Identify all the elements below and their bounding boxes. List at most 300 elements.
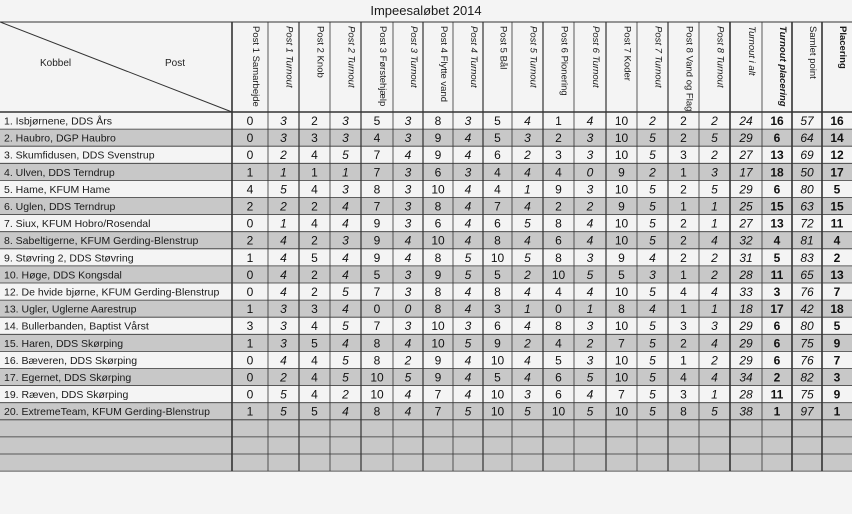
score-cell: 4 — [524, 199, 531, 214]
score-cell: 4 — [586, 387, 594, 402]
score-cell: 1 — [711, 199, 718, 214]
score-cell: 4 — [404, 336, 412, 351]
score-cell: 5 — [464, 267, 472, 282]
column-header: Post 4 Turnout — [468, 26, 479, 88]
score-cell: 2 — [311, 285, 318, 299]
score-cell: 18 — [770, 165, 784, 180]
score-cell: 0 — [246, 387, 254, 402]
score-cell: 8 — [373, 336, 381, 351]
score-cell: 9 — [494, 336, 501, 351]
score-cell: 2 — [246, 233, 254, 248]
score-cell: 4 — [524, 233, 531, 248]
score-cell: 2 — [280, 199, 287, 214]
score-cell: 4 — [280, 233, 287, 248]
score-cell: 7 — [373, 285, 381, 299]
team-name: 10. Høge, DDS Kongsdal — [4, 269, 122, 282]
score-cell: 6 — [494, 216, 501, 231]
score-cell: 4 — [711, 370, 718, 385]
score-cell: 4 — [342, 302, 349, 317]
score-cell: 14 — [830, 131, 844, 146]
score-cell: 5 — [649, 216, 656, 231]
score-cell: 1 — [680, 302, 687, 317]
score-cell: 1 — [680, 165, 687, 180]
score-cell: 7 — [618, 336, 625, 351]
score-cell: 11 — [770, 387, 784, 402]
score-cell: 0 — [246, 285, 254, 299]
score-cell: 4 — [555, 285, 562, 299]
score-cell: 10 — [431, 336, 445, 351]
score-cell: 2 — [555, 199, 562, 214]
score-cell: 10 — [614, 353, 629, 368]
score-cell: 7 — [434, 387, 442, 402]
column-header: Post 2 Turnout — [345, 26, 357, 88]
score-cell: 0 — [404, 302, 412, 317]
score-cell: 5 — [649, 319, 656, 334]
score-cell: 1 — [586, 302, 594, 317]
score-cell: 4 — [680, 285, 687, 299]
column-header: Turnout placering — [777, 26, 788, 107]
score-cell: 9 — [618, 165, 625, 180]
score-cell: 1 — [246, 250, 254, 265]
score-cell: 4 — [494, 182, 501, 197]
score-cell: 5 — [524, 216, 531, 231]
score-cell: 5 — [586, 267, 594, 282]
score-cell: 5 — [524, 250, 531, 265]
score-cell: 3 — [246, 319, 254, 334]
score-cell: 25 — [739, 199, 753, 214]
score-cell: 3 — [280, 131, 287, 146]
score-cell: 9 — [833, 336, 841, 351]
score-cell: 5 — [404, 370, 412, 385]
score-cell: 9 — [434, 148, 442, 163]
score-cell: 31 — [739, 250, 753, 265]
score-cell: 33 — [739, 285, 753, 299]
column-header: Post 5 Turnout — [527, 26, 539, 88]
team-name: 6. Uglen, DDS Terndrup — [4, 201, 116, 213]
score-cell: 10 — [490, 404, 505, 419]
score-cell: 2 — [524, 148, 531, 163]
row-shade — [0, 266, 852, 283]
score-cell: 0 — [246, 267, 254, 282]
score-cell: 4 — [311, 370, 318, 385]
column-header: Post 6 Turnout — [590, 26, 601, 88]
score-cell: 1 — [524, 182, 531, 197]
score-cell: 69 — [800, 148, 814, 163]
score-cell: 1 — [711, 302, 718, 317]
score-cell: 5 — [555, 353, 562, 368]
team-name: 20. ExtremeTeam, KFUM Gerding-Blenstrup — [4, 406, 210, 419]
score-cell: 4 — [773, 233, 781, 248]
score-cell: 3 — [680, 319, 687, 334]
team-name: 3. Skumfidusen, DDS Svenstrup — [4, 149, 155, 162]
column-header: Post 7 Koder — [621, 26, 633, 81]
score-cell: 2 — [680, 250, 687, 265]
score-cell: 4 — [649, 302, 656, 317]
score-cell: 1 — [280, 165, 287, 180]
score-cell: 5 — [280, 182, 287, 197]
score-cell: 18 — [830, 302, 844, 317]
score-cell: 2 — [711, 114, 718, 128]
score-cell: 10 — [431, 182, 445, 197]
team-name: 14. Bullerbanden, Baptist Vårst — [4, 320, 149, 333]
score-cell: 4 — [586, 285, 594, 299]
score-cell: 64 — [800, 131, 814, 146]
score-cell: 2 — [280, 148, 287, 163]
score-cell: 2 — [311, 114, 318, 128]
score-cell: 8 — [494, 233, 501, 248]
score-cell: 4 — [311, 353, 318, 368]
column-header: Post 4 Flytte vand — [438, 26, 449, 103]
score-cell: 5 — [494, 370, 501, 385]
score-cell: 3 — [404, 267, 412, 282]
column-header: Post 3 Turnout — [408, 26, 419, 88]
score-cell: 0 — [246, 131, 254, 146]
score-cell: 3 — [833, 370, 841, 385]
team-name: 12. De hvide bjørne, KFUM Gerding-Blenstrup — [4, 286, 220, 299]
score-cell: 5 — [464, 404, 472, 419]
score-cell: 4 — [524, 114, 531, 128]
score-cell: 8 — [555, 216, 562, 231]
score-cell: 72 — [800, 216, 814, 231]
score-cell: 28 — [739, 387, 753, 402]
score-cell: 3 — [280, 319, 287, 334]
score-cell: 9 — [434, 370, 442, 385]
score-cell: 5 — [773, 250, 781, 265]
page-title: Impeesaløbet 2014 — [370, 3, 482, 18]
score-cell: 4 — [280, 285, 287, 299]
score-cell: 3 — [773, 285, 781, 299]
score-cell: 4 — [280, 267, 287, 282]
team-name: 9. Støvring 2, DDS Støvring — [4, 252, 134, 265]
team-name: 13. Ugler, Uglerne Aarestrup — [4, 303, 137, 316]
score-cell: 7 — [373, 165, 381, 180]
score-cell: 9 — [373, 216, 381, 231]
score-cell: 3 — [311, 302, 318, 317]
score-cell: 4 — [464, 131, 472, 146]
column-header: Samlet point — [807, 26, 818, 79]
score-cell: 6 — [773, 336, 781, 351]
score-cell: 5 — [711, 404, 718, 419]
score-cell: 7 — [434, 404, 442, 419]
score-cell: 4 — [464, 148, 472, 163]
score-cell: 4 — [404, 233, 412, 248]
score-cell: 5 — [342, 370, 349, 385]
score-cell: 83 — [800, 250, 814, 265]
score-cell: 13 — [830, 267, 844, 282]
score-cell: 5 — [649, 131, 656, 146]
score-cell: 12 — [830, 148, 844, 163]
score-cell: 4 — [494, 165, 501, 180]
score-cell: 5 — [464, 250, 472, 265]
score-cell: 6 — [434, 165, 442, 180]
score-cell: 4 — [586, 114, 594, 128]
score-cell: 2 — [649, 165, 656, 180]
team-name: 4. Ulven, DDS Terndrup — [4, 166, 115, 179]
score-cell: 1 — [711, 387, 718, 402]
team-name: 17. Egernet, DDS Skørping — [4, 372, 132, 384]
score-cell: 3 — [494, 302, 501, 317]
score-cell: 4 — [404, 387, 412, 402]
score-cell: 3 — [524, 387, 531, 402]
score-cell: 4 — [680, 370, 687, 385]
score-cell: 11 — [770, 267, 784, 282]
score-cell: 4 — [342, 216, 349, 231]
score-cell: 8 — [434, 114, 442, 128]
column-header: Post 8 Turnout — [714, 26, 726, 88]
score-cell: 9 — [373, 250, 381, 265]
score-cell: 4 — [342, 199, 349, 214]
score-cell: 6 — [773, 182, 781, 197]
score-cell: 2 — [711, 267, 718, 282]
team-name: 15. Haren, DDS Skørping — [4, 337, 124, 350]
score-cell: 5 — [280, 404, 287, 419]
score-cell: 2 — [524, 267, 531, 282]
team-name: 8. Sabeltigerne, KFUM Gerding-Blenstrup — [4, 235, 199, 248]
score-cell: 2 — [586, 336, 594, 351]
score-cell: 0 — [373, 302, 381, 317]
score-cell: 4 — [311, 148, 318, 163]
corner-col-label: Post — [165, 58, 186, 69]
column-header: Turnout i alt — [746, 26, 757, 76]
score-cell: 1 — [680, 353, 687, 368]
column-header: Post 3 Førstehjælp — [377, 26, 388, 107]
score-cell: 9 — [618, 199, 625, 214]
score-cell: 5 — [494, 131, 501, 146]
score-cell: 1 — [246, 302, 254, 317]
score-cell: 18 — [739, 302, 753, 317]
score-cell: 4 — [280, 353, 287, 368]
score-cell: 5 — [649, 148, 656, 163]
score-cell: 3 — [555, 148, 562, 163]
score-cell: 10 — [614, 404, 629, 419]
score-cell: 5 — [494, 267, 501, 282]
score-cell: 3 — [342, 131, 349, 146]
score-cell: 3 — [342, 233, 349, 248]
score-cell: 10 — [614, 285, 629, 299]
score-cell: 28 — [739, 267, 753, 282]
score-cell: 0 — [246, 353, 254, 368]
score-cell: 15 — [770, 199, 784, 214]
score-cell: 3 — [586, 131, 594, 146]
row-shade — [0, 437, 852, 454]
row-shade — [0, 334, 852, 351]
score-cell: 2 — [711, 148, 718, 163]
score-cell: 17 — [739, 165, 753, 180]
score-cell: 10 — [370, 370, 384, 385]
score-cell: 4 — [342, 404, 349, 419]
score-cell: 8 — [434, 285, 442, 299]
score-cell: 8 — [373, 182, 381, 197]
score-cell: 1 — [711, 216, 718, 231]
score-cell: 4 — [555, 336, 562, 351]
team-name: 1. Isbjørnene, DDS Års — [4, 115, 112, 128]
score-cell: 4 — [464, 353, 472, 368]
score-cell: 6 — [773, 131, 781, 146]
score-cell: 4 — [342, 250, 349, 265]
row-shade — [0, 454, 852, 471]
score-cell: 7 — [494, 199, 501, 214]
score-cell: 5 — [586, 404, 594, 419]
team-name: 5. Hame, KFUM Hame — [4, 183, 111, 196]
score-cell: 9 — [373, 233, 381, 248]
score-cell: 5 — [649, 370, 656, 385]
score-cell: 4 — [342, 267, 349, 282]
score-cell: 5 — [464, 336, 472, 351]
score-cell: 3 — [711, 319, 718, 334]
score-cell: 1 — [773, 404, 781, 419]
score-cell: 4 — [404, 404, 412, 419]
score-cell: 7 — [833, 353, 841, 368]
score-cell: 6 — [773, 353, 781, 368]
score-cell: 10 — [614, 319, 629, 334]
score-cell: 27 — [739, 148, 753, 163]
score-cell: 6 — [555, 387, 562, 402]
score-cell: 8 — [434, 199, 442, 214]
team-name: 7. Siux, KFUM Hobro/Rosendal — [4, 218, 151, 231]
score-cell: 9 — [618, 250, 625, 265]
score-cell: 3 — [311, 131, 318, 146]
score-cell: 63 — [800, 199, 814, 214]
score-cell: 9 — [555, 182, 562, 197]
row-shade — [0, 163, 852, 180]
column-header: Post 8 Vand og Flag — [683, 26, 695, 112]
score-cell: 3 — [464, 319, 472, 334]
score-cell: 3 — [524, 131, 531, 146]
score-cell: 4 — [311, 216, 318, 231]
score-cell: 3 — [404, 319, 412, 334]
score-cell: 3 — [649, 267, 656, 282]
score-cell: 5 — [618, 267, 625, 282]
score-cell: 5 — [311, 336, 318, 351]
score-cell: 1 — [246, 165, 254, 180]
score-cell: 5 — [649, 182, 656, 197]
score-cell: 5 — [649, 387, 656, 402]
score-cell: 2 — [649, 114, 656, 128]
score-cell: 7 — [833, 285, 841, 299]
score-cell: 4 — [464, 233, 472, 248]
score-cell: 4 — [311, 387, 318, 402]
score-cell: 5 — [833, 319, 841, 334]
score-cell: 5 — [649, 233, 656, 248]
score-cell: 0 — [246, 148, 254, 163]
score-cell: 10 — [431, 319, 445, 334]
score-cell: 2 — [342, 387, 349, 402]
score-cell: 3 — [404, 114, 412, 128]
score-cell: 4 — [246, 182, 254, 197]
row-shade — [0, 420, 852, 437]
score-cell: 10 — [614, 114, 629, 128]
score-cell: 29 — [739, 131, 753, 146]
score-cell: 6 — [555, 370, 562, 385]
score-cell: 5 — [649, 353, 656, 368]
score-cell: 13 — [770, 216, 784, 231]
score-cell: 2 — [833, 250, 841, 265]
score-cell: 2 — [680, 182, 687, 197]
score-cell: 5 — [711, 131, 718, 146]
score-cell: 1 — [342, 165, 349, 180]
score-cell: 10 — [614, 148, 629, 163]
score-cell: 2 — [680, 233, 687, 248]
score-cell: 10 — [614, 131, 629, 146]
score-cell: 9 — [833, 387, 841, 402]
score-cell: 5 — [649, 404, 656, 419]
score-cell: 10 — [551, 267, 566, 282]
score-cell: 11 — [830, 216, 844, 231]
score-cell: 8 — [434, 302, 442, 317]
score-cell: 5 — [342, 285, 349, 299]
row-shade — [0, 129, 852, 146]
score-cell: 82 — [800, 370, 814, 385]
score-cell: 80 — [800, 182, 814, 197]
score-cell: 5 — [311, 250, 318, 265]
score-cell: 0 — [246, 216, 254, 231]
score-cell: 1 — [833, 404, 841, 419]
score-cell: 10 — [490, 387, 505, 402]
score-cell: 10 — [490, 353, 505, 368]
score-cell: 1 — [246, 404, 254, 419]
score-cell: 0 — [246, 370, 254, 385]
score-cell: 4 — [586, 216, 594, 231]
score-cell: 8 — [618, 302, 625, 317]
score-cell: 3 — [464, 114, 472, 128]
score-cell: 7 — [373, 319, 381, 334]
score-cell: 3 — [280, 302, 287, 317]
score-cell: 1 — [524, 302, 531, 317]
score-cell: 5 — [373, 267, 381, 282]
corner-row-label: Kobbel — [40, 58, 72, 69]
score-cell: 3 — [586, 319, 594, 334]
score-cell: 6 — [434, 216, 442, 231]
score-cell: 6 — [494, 319, 501, 334]
score-cell: 10 — [551, 404, 566, 419]
score-cell: 5 — [494, 114, 501, 128]
score-cell: 29 — [739, 319, 753, 334]
score-cell: 4 — [555, 165, 562, 180]
score-cell: 6 — [494, 148, 501, 163]
score-cell: 8 — [494, 285, 501, 299]
score-cell: 29 — [739, 353, 753, 368]
score-cell: 3 — [586, 182, 594, 197]
score-cell: 3 — [464, 165, 472, 180]
score-cell: 76 — [800, 353, 814, 368]
score-cell: 3 — [280, 336, 287, 351]
score-cell: 3 — [404, 182, 412, 197]
score-cell: 4 — [711, 285, 718, 299]
column-header: Post 7 Turnout — [652, 26, 664, 88]
score-cell: 6 — [555, 233, 562, 248]
score-cell: 2 — [404, 353, 412, 368]
score-cell: 17 — [770, 302, 784, 317]
score-cell: 6 — [773, 319, 781, 334]
score-cell: 8 — [434, 250, 442, 265]
score-cell: 3 — [342, 114, 349, 128]
column-header: Placering — [837, 26, 848, 69]
score-cell: 4 — [524, 165, 531, 180]
column-header: Post 6 Pionering — [558, 26, 570, 96]
score-cell: 50 — [800, 165, 814, 180]
score-cell: 10 — [431, 233, 445, 248]
score-cell: 10 — [370, 387, 384, 402]
score-cell: 3 — [680, 148, 687, 163]
score-cell: 3 — [586, 148, 594, 163]
score-cell: 2 — [680, 336, 687, 351]
score-cell: 9 — [434, 267, 442, 282]
corner-diagonal — [0, 22, 232, 112]
score-cell: 4 — [524, 370, 531, 385]
score-cell: 13 — [770, 148, 784, 163]
score-cell: 57 — [800, 114, 814, 128]
score-cell: 1 — [555, 114, 562, 128]
